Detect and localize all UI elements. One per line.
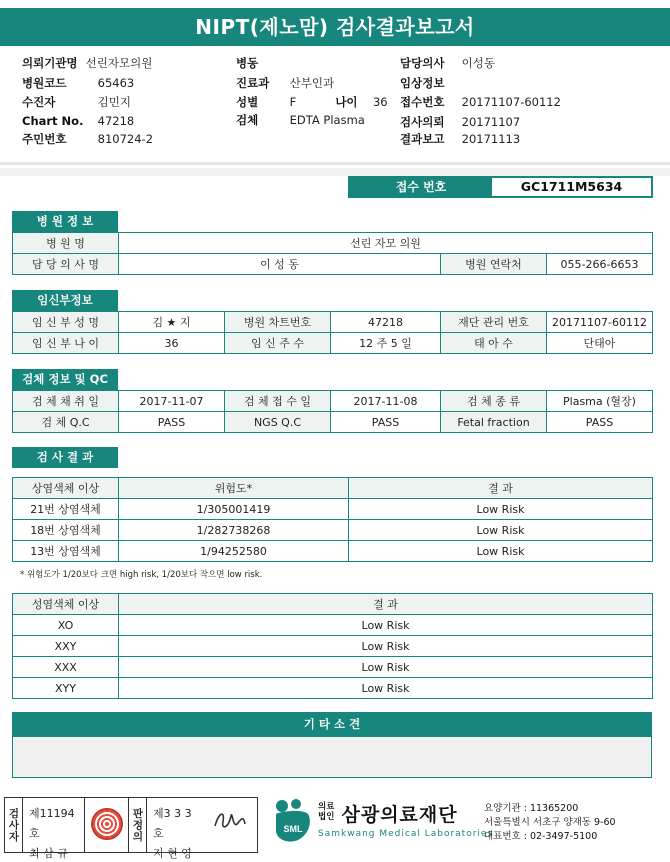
examiner-license: 제11194호 (29, 807, 75, 840)
header-row-doctor: 담당의사 이성동 (400, 56, 495, 70)
examiner-label (5, 798, 23, 852)
header-row-department: 진료과 산부인과 (236, 76, 335, 90)
pregnant-name-value: 김 ★ 지 (119, 312, 225, 333)
hospital-name-label: 병 원 명 (13, 233, 119, 254)
header-row-ward: 병동 (236, 56, 259, 70)
seal-stamp-icon (91, 808, 123, 840)
header-row-resident-id: 주민번호 810724-2 (22, 132, 154, 146)
hospital-contact-value: 055-266-6653 (547, 254, 653, 275)
result-value: Low Risk (119, 636, 653, 657)
autosome-results-table (12, 477, 653, 562)
section-tag-hospital: 병 원 정 보 (12, 211, 118, 232)
examiner-label-text: 검사자 (7, 807, 20, 843)
ngs-qc-label: NGS Q.C (225, 412, 331, 433)
organization-name: 삼광의료재단 (341, 804, 458, 826)
reviewer-license: 제3 3 3 호 (153, 807, 192, 840)
table-row (13, 615, 653, 636)
signature-box (4, 797, 258, 860)
logo-text: SML (283, 824, 303, 834)
section-tag-results: 검 사 결 과 (12, 447, 118, 468)
table-row (13, 657, 653, 678)
examiner-name: 최 삼 규 (29, 847, 68, 860)
karyotype-name: XO (13, 615, 119, 636)
table-row (13, 391, 653, 412)
specimen-type-value: Plasma (혈장) (547, 391, 653, 412)
section-tag-pregnant: 임신부정보 (12, 290, 118, 311)
organization-code: 요양기관 : 11365200 (484, 803, 579, 814)
table-header-row (13, 594, 653, 615)
sml-logo-icon (272, 798, 314, 846)
chart-number-value: 47218 (331, 312, 441, 333)
report-title: NIPT(제노맘) 검사결과보고서 (0, 8, 670, 46)
examiner-info (23, 798, 85, 860)
result-value: Low Risk (349, 520, 653, 541)
result-value: Low Risk (349, 541, 653, 562)
gestation-weeks-label: 임 신 주 수 (225, 333, 331, 354)
karyotype-name: XYY (13, 678, 119, 699)
karyotype-name: XXX (13, 657, 119, 678)
reviewer-info (147, 798, 209, 860)
hospital-contact-label: 병원 연락처 (441, 254, 547, 275)
specimen-type-label: 검 체 종 류 (441, 391, 547, 412)
column-header-risk: 위험도* (119, 478, 349, 499)
organization-phone: 대표번호 : 02-3497-5100 (484, 831, 598, 842)
organization-class: 의료법인 (318, 802, 335, 822)
ngs-qc-value: PASS (331, 412, 441, 433)
chart-number-label: 병원 차트번호 (225, 312, 331, 333)
table-row (13, 254, 653, 275)
result-value: Low Risk (119, 678, 653, 699)
result-value: Low Risk (349, 499, 653, 520)
organization-block (318, 800, 493, 839)
fetal-fraction-value: PASS (547, 412, 653, 433)
pregnant-age-value: 36 (119, 333, 225, 354)
examiner-seal (85, 798, 129, 852)
reviewer-name: 지 현 영 (153, 847, 192, 860)
header-row-accession: 접수번호 20171107-60112 (400, 95, 561, 109)
pregnant-name-label: 임 신 부 성 명 (13, 312, 119, 333)
chromosome-name: 13번 상염색체 (13, 541, 119, 562)
signature-icon (209, 798, 253, 838)
chromosome-name: 18번 상염색체 (13, 520, 119, 541)
header-row-chart: Chart No. 47218 (22, 114, 135, 128)
hospital-info-table (12, 232, 653, 275)
table-row (13, 499, 653, 520)
table-row (13, 520, 653, 541)
header-row-report-date: 결과보고 20171113 (400, 132, 521, 146)
doctor-name-label: 담 당 의 사 명 (13, 254, 119, 275)
table-row (13, 233, 653, 254)
doctor-name-value: 이 성 동 (119, 254, 441, 275)
pregnant-age-label: 임 신 부 나 이 (13, 333, 119, 354)
hospital-name-value: 선린 자모 의원 (119, 233, 653, 254)
collect-date-value: 2017-11-07 (119, 391, 225, 412)
table-row (13, 541, 653, 562)
risk-footnote: * 위험도가 1/20보다 크면 high risk, 1/20보다 작으면 low risk. (20, 570, 263, 580)
result-value: Low Risk (119, 615, 653, 636)
result-value: Low Risk (119, 657, 653, 678)
receive-date-label: 검 체 접 수 일 (225, 391, 331, 412)
other-findings-body (12, 736, 652, 778)
risk-value: 1/305001419 (119, 499, 349, 520)
column-header-result: 결 과 (119, 594, 653, 615)
organization-info (484, 802, 616, 844)
table-row (13, 678, 653, 699)
column-header-autosome: 상염색체 이상 (13, 478, 119, 499)
chromosome-name: 21번 상염색체 (13, 499, 119, 520)
fetal-fraction-label: Fetal fraction (441, 412, 547, 433)
table-row (13, 636, 653, 657)
management-number-label: 재단 관리 번호 (441, 312, 547, 333)
fetus-count-value: 단태아 (547, 333, 653, 354)
receive-date-value: 2017-11-08 (331, 391, 441, 412)
risk-value: 1/94252580 (119, 541, 349, 562)
reviewer-label (129, 798, 147, 852)
other-findings-header: 기 타 소 견 (12, 712, 652, 736)
table-row (13, 333, 653, 354)
header-row-hospital-code: 병원코드 65463 (22, 76, 135, 90)
collect-date-label: 검 체 채 취 일 (13, 391, 119, 412)
section-divider (0, 168, 670, 176)
fetus-count-label: 태 아 수 (441, 333, 547, 354)
header-row-request-date: 검사의뢰 20171107 (400, 115, 521, 129)
section-tag-specimen-qc: 검체 정보 및 QC (12, 369, 118, 390)
patient-header (0, 47, 670, 165)
specimen-qc-table (12, 390, 653, 433)
organization-english-name: Samkwang Medical Laboratories (318, 829, 494, 839)
karyotype-name: XXY (13, 636, 119, 657)
specimen-qc-value: PASS (119, 412, 225, 433)
reviewer-label-text: 판정의 (131, 807, 144, 843)
receipt-number-label: 접수 번호 (350, 178, 492, 196)
organization-address: 서울특별시 서초구 양재동 9-60 (484, 817, 616, 828)
header-row-specimen: 검체 EDTA Plasma (236, 113, 365, 127)
risk-value: 1/282738268 (119, 520, 349, 541)
sex-chromosome-results-table (12, 593, 653, 699)
header-row-patient: 수진자 김민지 (22, 95, 131, 109)
header-row-institution: 의뢰기관명 선린자모의원 (22, 56, 153, 70)
pregnant-info-table (12, 311, 653, 354)
column-header-sex-chromosome: 성염색체 이상 (13, 594, 119, 615)
gestation-weeks-value: 12 주 5 일 (331, 333, 441, 354)
table-row (13, 412, 653, 433)
specimen-qc-label: 검 체 Q.C (13, 412, 119, 433)
table-header-row (13, 478, 653, 499)
reviewer-signature (209, 798, 257, 852)
column-header-result: 결 과 (349, 478, 653, 499)
header-row-clinical-info: 임상정보 (400, 76, 445, 90)
table-row (13, 312, 653, 333)
receipt-number-box (348, 176, 653, 198)
management-number-value: 20171107-60112 (547, 312, 653, 333)
header-row-sex-age: 성별 F 나이 36 (236, 95, 388, 109)
receipt-number-value: GC1711M5634 (520, 179, 623, 194)
